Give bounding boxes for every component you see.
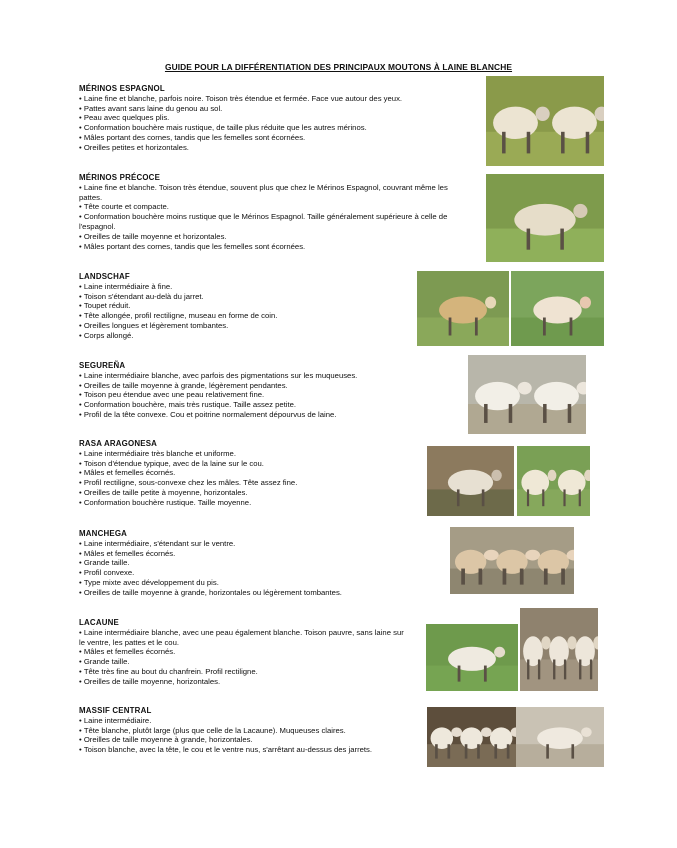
landschaf-photo-1 [417, 271, 509, 346]
feature-item: • Pattes avant sans laine du genou au sol. [79, 104, 402, 114]
photo-illustration [417, 271, 509, 346]
merinos-espagnol-photo [486, 76, 604, 166]
manchega-photo [450, 527, 574, 594]
feature-item: • Mâles portant des cornes, tandis que les femelles sont écornées. [79, 133, 402, 143]
massif-central-photo-1 [427, 707, 516, 767]
photo-illustration [426, 624, 518, 691]
page-title: GUIDE POUR LA DIFFÉRENTIATION DES PRINCIPAUX MOUTONS À LAINE BLANCHE [164, 62, 513, 72]
breed-name: MANCHEGA [79, 529, 128, 538]
feature-item: • Toison blanche, avec la tête, le cou et le ventre nus, s'arrêtant au-dessus des jarrets. [79, 745, 372, 755]
breed-merinos-precoce [79, 173, 469, 251]
feature-item: • Laine intermédiaire. [79, 716, 372, 726]
feature-item: • Laine intermédiaire blanche, avec parfois des pigmentations sur les muqueuses. [79, 371, 357, 381]
feature-list [79, 183, 469, 252]
rasa-aragonesa-photo-1 [427, 446, 514, 516]
breed-name: MÉRINOS ESPAGNOL [79, 84, 165, 93]
feature-item: • Oreilles de taille moyenne à grande, horizontales ou légèrement tombantes. [79, 588, 342, 598]
breed-name: MÉRINOS PRÉCOCE [79, 173, 161, 182]
feature-item: • Oreilles de taille moyenne, horizontales. [79, 677, 411, 687]
photo-illustration [427, 707, 516, 767]
landschaf-photo-2 [511, 271, 604, 346]
feature-item: • Mâles portant des cornes, tandis que les femelles sont écornées. [79, 242, 469, 252]
feature-item: • Corps allongé. [79, 331, 277, 341]
breed-name: MASSIF CENTRAL [79, 706, 152, 715]
feature-item: • Oreilles longues et légèrement tombantes. [79, 321, 277, 331]
feature-item: • Conformation bouchère rustique. Taille moyenne. [79, 498, 297, 508]
feature-item: • Tête très fine au bout du chanfrein. Profil rectiligne. [79, 667, 411, 677]
feature-list [79, 282, 277, 341]
feature-item: • Laine fine et blanche. Toison très étendue, souvent plus que chez le Mérinos Espagnol, couvrant même les pattes. [79, 183, 469, 203]
massif-central-photo-2 [516, 707, 604, 767]
feature-list [79, 716, 372, 755]
feature-item: • Toison peu étendue avec une peau relativement fine. [79, 390, 357, 400]
lacaune-photo-1 [426, 624, 518, 691]
feature-list [79, 539, 342, 598]
segurena-photo [468, 355, 586, 434]
feature-item: • Laine intermédiaire à fine. [79, 282, 277, 292]
feature-item: • Tête allongée, profil rectiligne, museau en forme de coin. [79, 311, 277, 321]
photo-illustration [511, 271, 604, 346]
photo-illustration [517, 446, 590, 516]
breed-lacaune [79, 618, 411, 687]
feature-item: • Toison s'étendant au-delà du jarret. [79, 292, 277, 302]
photo-illustration [516, 707, 604, 767]
feature-item: • Profil rectiligne, sous-convexe chez les mâles. Tête assez fine. [79, 478, 297, 488]
breed-segurena [79, 361, 357, 420]
feature-item: • Tête courte et compacte. [79, 202, 469, 212]
photo-illustration [450, 527, 574, 594]
rasa-aragonesa-photo-2 [517, 446, 590, 516]
feature-item: • Conformation bouchère mais rustique, de taille plus réduite que les autres mérinos. [79, 123, 402, 133]
feature-list [79, 628, 411, 687]
merinos-precoce-photo [486, 174, 604, 262]
feature-list [79, 94, 402, 153]
feature-item: • Profil convexe. [79, 568, 342, 578]
feature-item: • Grande taille. [79, 657, 411, 667]
feature-item: • Oreilles petites et horizontales. [79, 143, 402, 153]
feature-item: • Laine intermédiaire très blanche et uniforme. [79, 449, 297, 459]
feature-item: • Oreilles de taille moyenne à grande, horizontales. [79, 735, 372, 745]
feature-item: • Oreilles de taille moyenne à grande, légèrement pendantes. [79, 381, 357, 391]
feature-item: • Conformation bouchère, mais très rustique. Taille assez petite. [79, 400, 357, 410]
photo-illustration [486, 174, 604, 262]
feature-item: • Conformation bouchère moins rustique que le Mérinos Espagnol. Taille généralement supérieure à celle de l'espagnol. [79, 212, 469, 232]
feature-list [79, 449, 297, 508]
breed-merinos-espagnol [79, 84, 402, 153]
feature-item: • Laine intermédiaire, s'étendant sur le ventre. [79, 539, 342, 549]
feature-item: • Oreilles de taille moyenne et horizontales. [79, 232, 469, 242]
feature-item: • Laine intermédiaire blanche, avec une peau également blanche. Toison pauvre, sans laine sur le ventre, les pattes et le cou. [79, 628, 411, 648]
breed-landschaf [79, 272, 277, 341]
lacaune-photo-2 [520, 608, 598, 691]
feature-item: • Grande taille. [79, 558, 342, 568]
feature-item: • Mâles et femelles écornés. [79, 549, 342, 559]
feature-item: • Toison d'étendue typique, avec de la laine sur le cou. [79, 459, 297, 469]
feature-item: • Mâles et femelles écornés. [79, 647, 411, 657]
feature-list [79, 371, 357, 420]
breed-massif-central [79, 706, 372, 755]
feature-item: • Toupet réduit. [79, 301, 277, 311]
photo-illustration [468, 355, 586, 434]
feature-item: • Profil de la tête convexe. Cou et poitrine normalement dépourvus de laine. [79, 410, 357, 420]
feature-item: • Tête blanche, plutôt large (plus que celle de la Lacaune). Muqueuses claires. [79, 726, 372, 736]
breed-name: RASA ARAGONESA [79, 439, 158, 448]
breed-rasa-aragonesa [79, 439, 297, 508]
feature-item: • Type mixte avec développement du pis. [79, 578, 342, 588]
breed-name: SEGUREÑA [79, 361, 126, 370]
feature-item: • Mâles et femelles écornés. [79, 468, 297, 478]
feature-item: • Peau avec quelques plis. [79, 113, 402, 123]
photo-illustration [520, 608, 598, 691]
breed-name: LANDSCHAF [79, 272, 130, 281]
photo-illustration [486, 76, 604, 166]
breed-name: LACAUNE [79, 618, 119, 627]
photo-illustration [427, 446, 514, 516]
feature-item: • Laine fine et blanche, parfois noire. Toison très étendue et fermée. Face vue autour des yeux. [79, 94, 402, 104]
feature-item: • Oreilles de taille petite à moyenne, horizontales. [79, 488, 297, 498]
breed-manchega [79, 529, 342, 598]
